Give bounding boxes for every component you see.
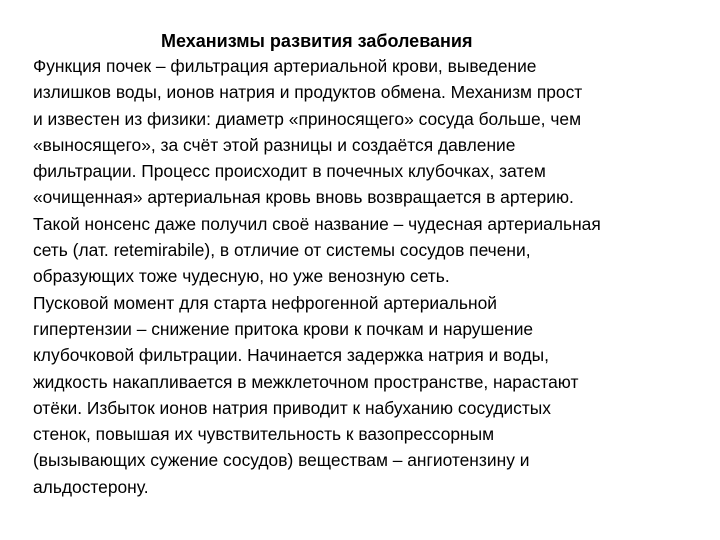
text-line: «очищенная» артериальная кровь вновь возвращается в артерию. [33,187,574,208]
text-line: сеть (лат. retemirabile), в отличие от системы сосудов печени, [33,240,531,261]
text-line: гипертензии – снижение притока крови к почкам и нарушение [33,318,534,339]
text-line: Функция почек – фильтрация артериальной крови, выведение [33,56,537,76]
text-line: отёки. Избыток ионов натрия приводит к набуханию сосудистых [33,397,551,418]
text-line: (вызывающих сужение сосудов) веществам – ангиотензину и [33,450,530,471]
text-line: Такой нонсенс даже получил своё название – чудесная артериальная [33,213,601,234]
slide-title: Механизмы развития заболевания [161,31,473,51]
text-line: образующих тоже чудесную, но уже венозную сеть. [33,266,450,287]
text-line: альдостерону. [33,476,149,497]
text-line: Пусковой момент для старта нефрогенной артериальной [33,292,497,313]
body-text [33,53,713,500]
text-line: стенок, повышая их чувствительность к вазопрессорным [33,424,495,445]
text-line: и известен из физики: диаметр «приносящего» сосуда больше, чем [33,108,582,129]
text-line: фильтрации. Процесс происходит в почечных клубочках, затем [33,161,546,182]
text-line: излишков воды, ионов натрия и продуктов обмена. Механизм прост [33,82,583,103]
text-line: клубочковой фильтрации. Начинается задержка натрия и воды, [33,345,549,366]
text-line: «выносящего», за счёт этой разницы и создаётся давление [33,134,516,155]
text-line: жидкость накапливается в межклеточном пространстве, нарастают [33,371,579,392]
